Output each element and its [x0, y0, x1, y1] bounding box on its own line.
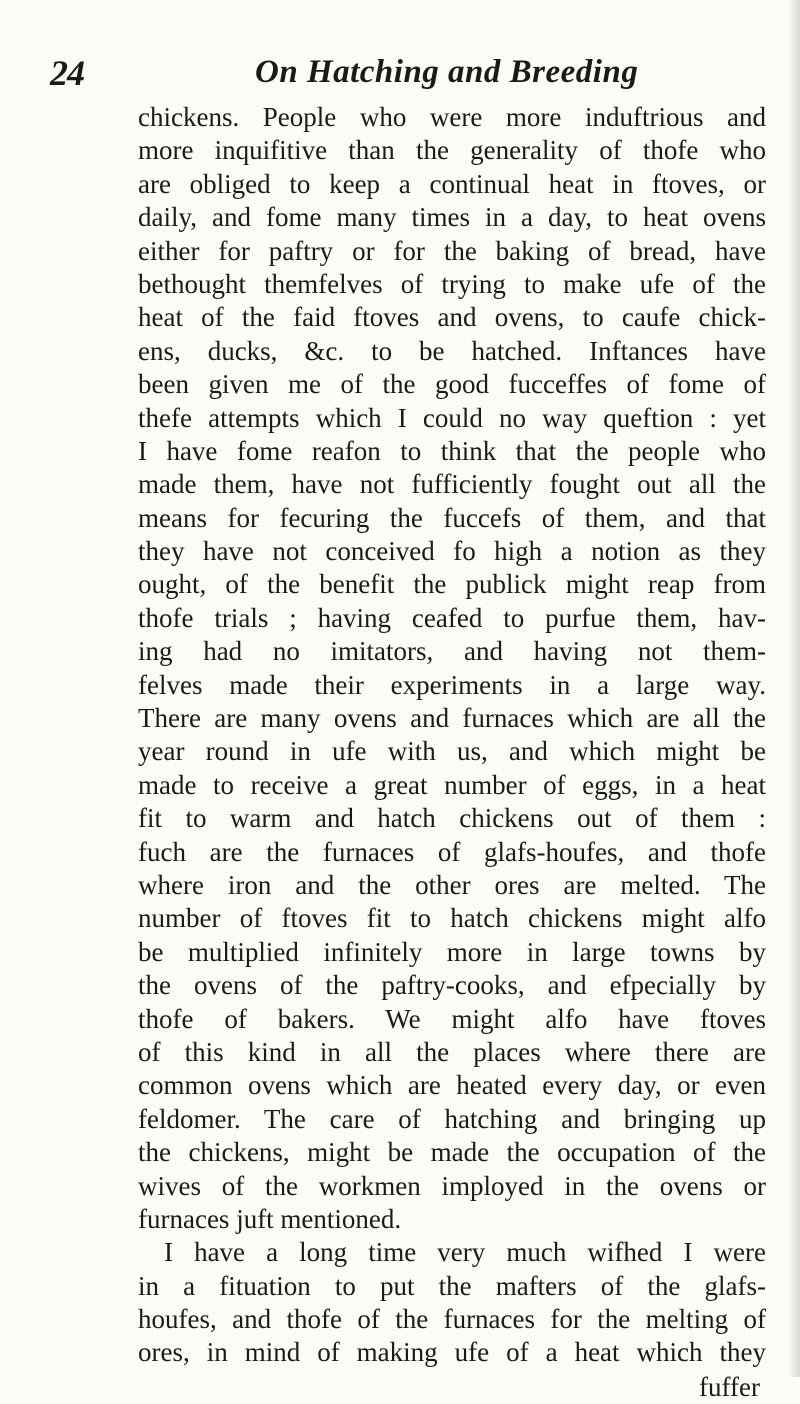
text-line: year round in ufe with us, and which might be	[138, 736, 766, 767]
text-line: ens, ducks, &c. to be hatched. Inftances have	[138, 335, 766, 366]
text-line: in a fituation to put the mafters of the glafs-	[138, 1270, 766, 1301]
page-number: 24	[50, 53, 84, 93]
text-line: feldomer. The care of hatching and bringing up	[138, 1103, 766, 1134]
text-line: common ovens which are heated every day, or even	[138, 1070, 766, 1101]
text-line: furnaces juft mentioned.	[138, 1203, 402, 1234]
text-line: the ovens of the paftry-cooks, and efpecially by	[138, 970, 766, 1001]
page-edge-shadow	[788, 0, 800, 1377]
text-line: There are many ovens and furnaces which are all the	[138, 703, 766, 734]
text-line: felves made their experiments in a large way.	[138, 669, 766, 700]
text-line: ores, in mind of making ufe of a heat which they	[138, 1337, 766, 1368]
body-text	[138, 101, 766, 1404]
text-line: be multiplied infinitely more in large towns by	[138, 936, 766, 967]
text-line: made them, have not fufficiently fought out all the	[138, 469, 766, 500]
text-line: I have fome reafon to think that the people who	[138, 435, 766, 466]
text-line: are obliged to keep a continual heat in ftoves, or	[138, 168, 766, 199]
text-line: they have not conceived fo high a notion as they	[138, 536, 766, 567]
text-line: been given me of the good fucceffes of fome of	[138, 369, 766, 400]
page-header	[0, 52, 800, 102]
text-line: more inquifitive than the generality of thofe who	[138, 135, 766, 166]
catchword: fuffer	[699, 1371, 760, 1402]
text-line: fit to warm and hatch chickens out of them :	[138, 803, 766, 834]
text-line: number of ftoves fit to hatch chickens might alfo	[138, 903, 766, 934]
text-line: chickens. People who were more induftrious and	[138, 102, 766, 132]
text-line: thofe of bakers. We might alfo have ftoves	[138, 1003, 766, 1034]
running-head: On Hatching and Breeding	[255, 54, 639, 90]
text-line: made to receive a great number of eggs, in a heat	[138, 769, 766, 800]
text-line: thefe attempts which I could no way queftion : yet	[138, 402, 766, 433]
text-line: bethought themfelves of trying to make ufe of the	[138, 268, 766, 299]
text-line: thofe trials ; having ceafed to purfue them, hav-	[138, 602, 766, 633]
text-line: where iron and the other ores are melted. The	[138, 869, 766, 900]
text-line: of this kind in all the places where there are	[138, 1036, 766, 1067]
text-line: means for fecuring the fuccefs of them, and that	[138, 502, 766, 533]
text-line: heat of the faid ftoves and ovens, to caufe chick-	[138, 302, 766, 333]
text-line: wives of the workmen imployed in the ovens or	[138, 1170, 766, 1201]
text-line: fuch are the furnaces of glafs-houfes, and thofe	[138, 836, 766, 867]
text-line: I have a long time very much wifhed I were	[164, 1237, 766, 1268]
text-line: ought, of the benefit the publick might reap from	[138, 569, 766, 600]
text-line: the chickens, might be made the occupation of the	[138, 1137, 766, 1168]
text-line: daily, and fome many times in a day, to heat ovens	[138, 202, 766, 233]
text-line: either for paftry or for the baking of bread, have	[138, 235, 766, 266]
text-line: ing had no imitators, and having not them-	[138, 636, 766, 667]
text-line: houfes, and thofe of the furnaces for the melting of	[138, 1304, 766, 1335]
